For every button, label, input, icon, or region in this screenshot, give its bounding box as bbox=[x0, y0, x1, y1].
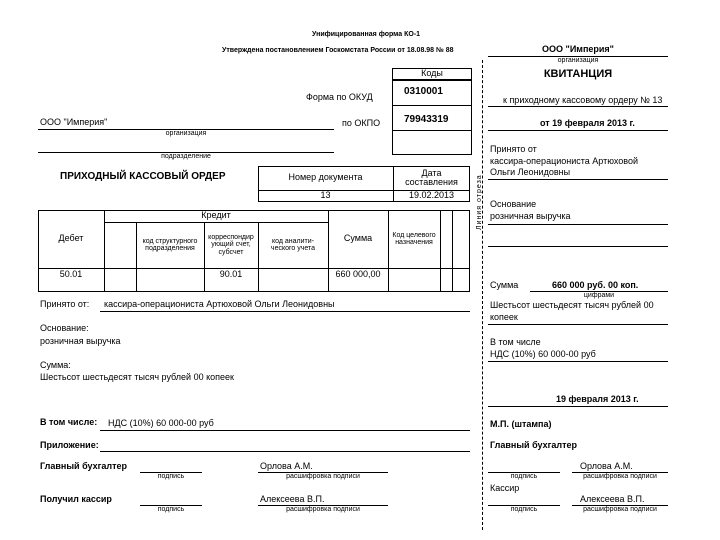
receipt-basis-label: Основание bbox=[490, 199, 537, 209]
basis-label: Основание: bbox=[40, 323, 89, 333]
receipt-title: КВИТАНЦИЯ bbox=[543, 68, 613, 80]
approval-line: Утверждена постановлением Госкомстата России от 18.08.98 № 88 bbox=[222, 47, 454, 54]
cashier-decode-caption: расшифровка подписи bbox=[286, 506, 360, 513]
row-debet-value: 50.01 bbox=[59, 269, 83, 280]
form-type-line: Унифицированная форма КО-1 bbox=[312, 31, 421, 38]
dept-caption: подразделение bbox=[161, 153, 211, 160]
sum-words: Шестьсот шестьдесят тысяч рублей 00 копеек bbox=[40, 372, 234, 382]
cut-line-label: Линия отреза bbox=[476, 174, 483, 230]
doc-date-label: Дата составления bbox=[405, 167, 458, 187]
doc-date: 19.02.2013 bbox=[408, 190, 455, 201]
chief-sign-caption: подпись bbox=[157, 473, 185, 480]
col-debet: Дебет bbox=[58, 233, 84, 244]
receipt-sum-words-2: копеек bbox=[490, 312, 518, 322]
codes-header-box bbox=[392, 68, 472, 80]
row-sum-value: 660 000,00 bbox=[335, 269, 381, 280]
attachment-label: Приложение: bbox=[40, 440, 99, 450]
col-sum: Сумма bbox=[343, 233, 373, 244]
col-purpose: Код целевого назначения bbox=[392, 231, 436, 246]
receipt-digits-caption: цифрами bbox=[583, 292, 615, 299]
vat-label: В том числе: bbox=[40, 417, 98, 427]
doc-number-label: Номер документа bbox=[288, 172, 363, 183]
cut-line bbox=[482, 60, 483, 530]
okpo-label: по ОКПО bbox=[342, 118, 381, 128]
receipt-vat-label: В том числе bbox=[490, 337, 541, 347]
sum-label: Сумма: bbox=[40, 360, 71, 370]
okpo-code: 79943319 bbox=[404, 114, 449, 125]
basis-value: розничная выручка bbox=[40, 336, 121, 346]
chief-decode-caption: расшифровка подписи bbox=[286, 473, 360, 480]
receipt-chief-sign-caption: подпись bbox=[510, 473, 538, 480]
chief-accountant-name: Орлова А.М. bbox=[260, 461, 313, 471]
codes-title: Коды bbox=[421, 68, 443, 79]
cashier-name: Алексеева В.П. bbox=[260, 494, 325, 504]
receipt-sum-label: Сумма bbox=[490, 280, 519, 290]
org-name: ООО "Империя" bbox=[40, 117, 108, 127]
order-title: ПРИХОДНЫЙ КАССОВЫЙ ОРДЕР bbox=[60, 171, 226, 182]
receipt-stamp: М.П. (штампа) bbox=[490, 419, 552, 429]
receipt-received-value-1: кассира-операциониста Артюховой bbox=[490, 156, 638, 166]
chief-accountant-label: Главный бухгалтер bbox=[40, 461, 128, 471]
receipt-org: ООО "Империя" bbox=[542, 44, 614, 54]
receipt-cashier-decode-caption: расшифровка подписи bbox=[583, 506, 657, 513]
receipt-sum-words-1: Шестьсот шестьдесят тысяч рублей 00 bbox=[490, 300, 654, 310]
receipt-chief-label: Главный бухгалтер bbox=[490, 440, 578, 450]
cashier-sign-caption: подпись bbox=[157, 506, 185, 513]
receipt-basis-value: розничная выручка bbox=[490, 211, 571, 221]
receipt-org-caption: организация bbox=[557, 57, 599, 64]
receipt-from-date: от 19 февраля 2013 г. bbox=[540, 118, 635, 128]
received-label: Принято от: bbox=[40, 299, 90, 309]
receipt-cashier-label: Кассир bbox=[490, 483, 520, 493]
col-kredit: Кредит bbox=[201, 210, 231, 221]
receipt-chief-name: Орлова А.М. bbox=[580, 461, 633, 471]
received-value: кассира-операциониста Артюховой Ольги Леонидовны bbox=[104, 299, 335, 309]
col-corr-account: корреспондир ующий счет, субсчет bbox=[208, 233, 254, 256]
receipt-received-value-2: Ольги Леонидовны bbox=[490, 167, 571, 177]
receipt-to-order: к приходному кассовому ордеру № 13 bbox=[503, 95, 663, 105]
receipt-chief-decode-caption: расшифровка подписи bbox=[583, 473, 657, 480]
receipt-cashier-name: Алексеева В.П. bbox=[580, 494, 645, 504]
vat-value: НДС (10%) 60 000-00 руб bbox=[108, 418, 214, 428]
receipt-received-label: Принято от bbox=[490, 144, 537, 154]
receipt-date: 19 февраля 2013 г. bbox=[556, 394, 639, 404]
col-code-dept: код структурного подразделения bbox=[142, 237, 198, 252]
org-caption: организация bbox=[165, 130, 207, 137]
receipt-vat-value: НДС (10%) 60 000-00 руб bbox=[490, 349, 596, 359]
cashier-label: Получил кассир bbox=[40, 494, 112, 504]
doc-number: 13 bbox=[320, 190, 331, 201]
receipt-sum-value: 660 000 руб. 00 коп. bbox=[552, 280, 639, 290]
receipt-cashier-sign-caption: подпись bbox=[510, 506, 538, 513]
row-corr-value: 90.01 bbox=[219, 269, 243, 280]
okud-label: Форма по ОКУД bbox=[306, 92, 373, 102]
col-analytic: код аналити-ческого учета bbox=[270, 237, 316, 252]
okud-code: 0310001 bbox=[404, 86, 443, 97]
